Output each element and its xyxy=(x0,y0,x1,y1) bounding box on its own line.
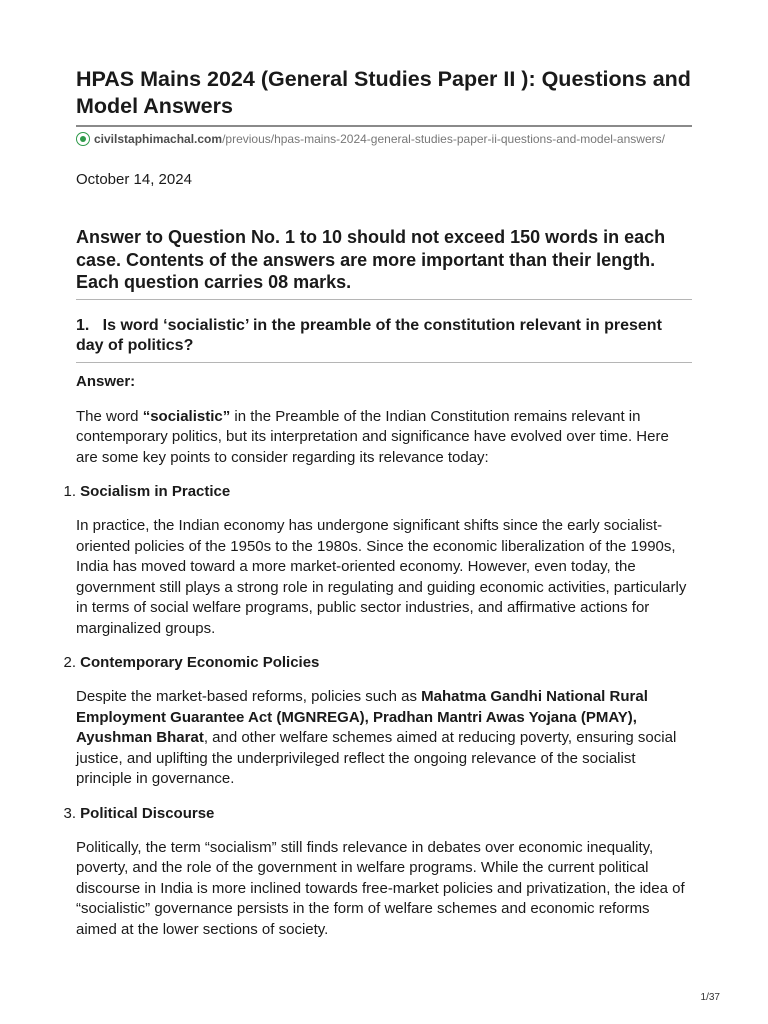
answer-intro-bold: “socialistic” xyxy=(142,407,231,425)
point-heading xyxy=(63,653,692,673)
point-text-pre: Despite the market-based reforms, policies such as xyxy=(76,688,422,705)
point-text xyxy=(76,687,692,790)
point-number: 2. xyxy=(63,654,76,671)
section-divider xyxy=(76,299,692,300)
document-page xyxy=(63,66,692,940)
list-item xyxy=(63,482,692,639)
point-heading xyxy=(63,804,692,824)
point-title: Contemporary Economic Policies xyxy=(80,654,320,671)
point-title: Political Discourse xyxy=(80,804,215,822)
list-item xyxy=(63,653,692,790)
point-text-post: , and other welfare schemes aimed at reducing poverty, ensuring social justice, and uplifting the underprivileged reflect the ongoing relevance of the socialist principle in governance. xyxy=(76,729,677,787)
answer-intro xyxy=(76,407,692,469)
page-title: HPAS Mains 2024 (General Studies Paper II ): Questions and Model Answers xyxy=(76,67,691,118)
answer-points-list xyxy=(63,482,692,940)
site-logo-icon xyxy=(76,132,90,146)
page-number: 1/37 xyxy=(700,992,720,1003)
instructions-heading: Answer to Question No. 1 to 10 should not exceed 150 words in each case. Contents of the answers are more important than their length. Each question carries 08 marks. xyxy=(76,227,666,292)
answer-intro-post: in the Preamble of the Indian Constitution remains relevant in contemporary politics, but its interpretation and significance have evolved over time. Here are some key points to consider regarding its relevance today: xyxy=(76,407,669,466)
answer-label: Answer: xyxy=(76,372,136,390)
point-text: In practice, the Indian economy has undergone significant shifts since the early socialist-oriented policies of the 1950s to the 1980s. Since the economic liberalization of the 1990s, India has moved toward a more market-oriented economy. However, even today, the government still plays a strong role in regulating and guiding economic activities, particularly in terms of social welfare programs, public sector industries, and affirmative actions for marginalized groups. xyxy=(76,517,687,637)
source-url[interactable] xyxy=(76,131,692,147)
point-number: 3. xyxy=(63,804,76,822)
point-heading xyxy=(63,482,692,502)
title-divider xyxy=(76,125,692,127)
answer-intro-pre: The word xyxy=(76,407,143,425)
publish-date: October 14, 2024 xyxy=(76,171,192,188)
point-title: Socialism in Practice xyxy=(80,483,231,500)
point-text-bold: Mahatma Gandhi National Rural Employment Guarantee Act (MGNREGA), Pradhan Mantri Awas Yojana (PMAY), Ayushman Bharat xyxy=(76,688,648,746)
source-path[interactable]: /previous/hpas-mains-2024-general-studies-paper-ii-questions-and-model-answers/ xyxy=(222,132,665,146)
point-text: Politically, the term “socialism” still finds relevance in debates over economic inequality, poverty, and the role of the government in welfare programs. While the current political discourse in India is more inclined towards free-market policies and privatization, the idea of “socialistic” governance persists in the form of welfare schemes and economic reforms aimed at the lower sections of society. xyxy=(76,838,685,938)
point-number: 1. xyxy=(63,483,76,500)
source-domain[interactable]: civilstaphimachal.com xyxy=(94,132,223,146)
question-divider xyxy=(76,362,692,363)
list-item xyxy=(63,804,692,941)
question-heading: 1. Is word ‘socialistic’ in the preamble of the constitution relevant in present day of politics? xyxy=(76,316,667,354)
